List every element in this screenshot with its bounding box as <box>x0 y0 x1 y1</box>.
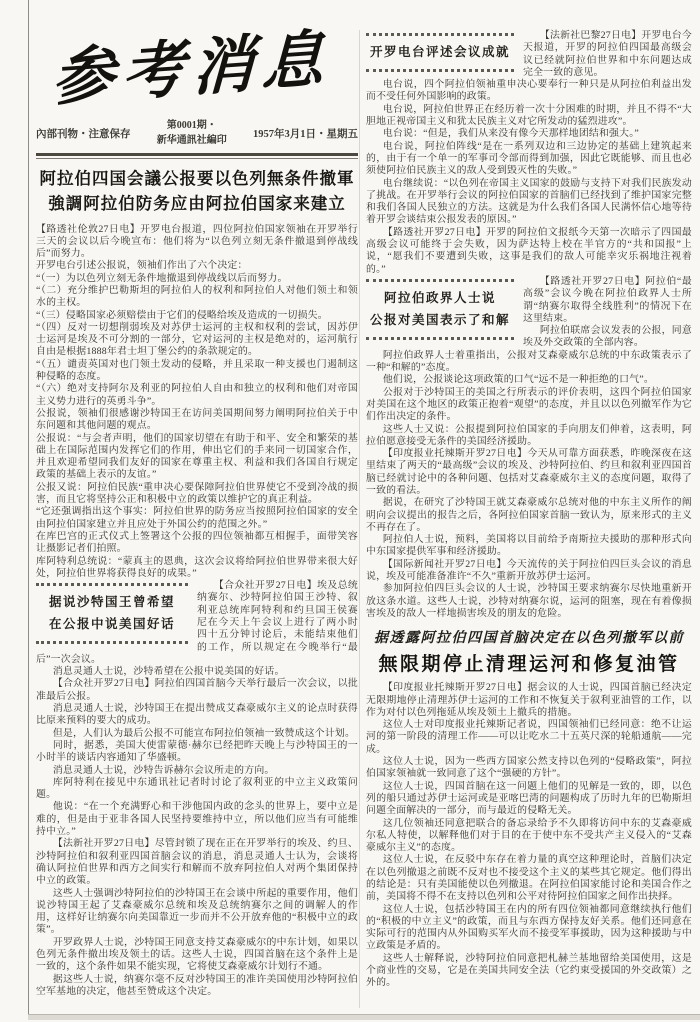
article-paragraph: 阿拉伯联席会议发表的公报，同意埃及外交政策的全部内容。 <box>523 325 692 349</box>
article-paragraph: 【路透社开罗27日电】阿拉伯“最高级”会议今晚在阿拉伯政界人士所谓“纳赛尔取得全线胜利”的情况下在这里结束。 <box>523 275 692 324</box>
article-paragraph: 他们说，公报谈论这项政策的口气“远不是一种拒绝的口气”。 <box>382 374 654 386</box>
article-paragraph: 库阿特利在接见中东通讯社记者时讨论了叙利亚的中立主义政策问题。 <box>36 776 358 801</box>
main-headline <box>36 167 358 217</box>
article-paragraph: 这些人士又说：公报提到阿拉伯国家的手向朋友们伸着，这表明，阿拉伯愿意接受无条件的美国经济援助。 <box>366 423 692 447</box>
article-paragraph: 【路透社开罗27日电】开罗的阿拉伯文报纸今天第一次暗示了四国最高级会议可能终于会失败，因为萨达特上校在半官方的“共和国报”上说，“愿我们不要遭到失败，这事是我们的敌人可能幸灾乐祸地注视着的。” <box>366 226 692 275</box>
article-paragraph: 电台说，阿拉伯世界正在经历着一次十分困难的时期，并且不得不“大胆地正视帝国主义和犹太民族主义对它所发动的猛烈进攻”。 <box>366 103 692 128</box>
subheadline-line1: 开罗电台评述会议成就 <box>369 45 510 59</box>
article-paragraph: 参加阿拉伯四巨头会议的人士说，沙特国王要求纳赛尔尽快地重新开放这条水道。这些人士说，沙特对纳赛尔说，运河的阻塞，现在有着像损害埃及的敌人一样地损害埃及的朋友的危险。 <box>366 583 692 619</box>
subheadline-box-political-circles <box>366 279 514 340</box>
article-paragraph: 据说，在研究了沙特国王就艾森豪威尔总统对他的中东主义所作的阐明向会议提出的报告之后，各阿拉伯国家首脑一致认为，原来形式的主义不再存在了。 <box>366 497 692 533</box>
article-paragraph: 电台说：“但是，我们从来没有像今天那样地团结和强大。” <box>382 128 639 140</box>
page-bottom-edge-line <box>28 1014 700 1020</box>
subheadline-line2: 在公报中说美国好话 <box>48 616 175 631</box>
newspaper-title: 参考消息 <box>51 25 333 114</box>
article-paragraph: “（六）绝对支持阿尔及利亚的阿拉伯人自由和独立的权利和他们对帝国主义势力进行的英勇斗争”。 <box>36 383 358 407</box>
subheadline-line2: 公报对美国表示了和解 <box>369 312 510 327</box>
article-paragraph: 消息灵通人士说，沙特国王在提出赞成艾森豪威尔主义的论点时获得比原来预料的要大的成功。 <box>36 703 358 727</box>
article-paragraph: 【国际新闻社开罗27日电】今天流传的关于阿拉伯四巨头会议的消息说，埃及可能准备准许“不久”重新开放苏伊士运河。 <box>366 558 692 583</box>
article-paragraph: 【法新社巴黎27日电】开罗电台今天报道，开罗的阿拉伯四国最高级会议已经就阿拉伯世界和中东问题达成完全一致的意见。 <box>523 30 692 78</box>
article-paragraph: 这位人士说，在反驳中东存在着力量的真空这种理论时，首脑们决定在以色列撤退之前既不反对也不接受这个主义的某些其它规定。他们得出的结论是：只有美国能使以色列撤退。在阿拉伯国家能讨论和美国合作之前，美国将不得不在支持以色列和公平对待阿拉伯国家之间作出抉择。 <box>366 854 692 903</box>
article-paragraph: 【合众社开罗27日电】阿拉伯四国首脑今天举行最后一次会议，以批准最后公报。 <box>36 678 358 702</box>
article-paragraph: 开罗政界人士说，沙特国王同意支持艾森豪威尔的中东计划，如果以色列无条件撤出埃及领土的话。这些人士说，四国首脑在这个条件上是一致的，这个条件如果不能实现，它将使艾森豪威尔计划行不通。 <box>36 936 358 973</box>
article-paragraph: 【印度报业托辣斯开罗27日电】今天从可靠方面获悉，昨晚深夜在这里结束了两天的“最高级”会议的埃及、沙特阿拉伯、约旦和叙利亚四国首脑已经就讨论中的各种问题、包括对艾森豪威尔主义的态度问题，取得了一致的看法。 <box>366 448 692 496</box>
article-paragraph: “它还强调指出这个事实：阿拉伯世界的防务应当按照阿拉伯国家的安全由阿拉伯国家建立并且应处于外国公约的范围之外。” <box>36 506 358 530</box>
right-column <box>366 30 692 990</box>
article-paragraph: 消息灵通人士说，沙特告诉赫尔会议所走的方向。 <box>52 764 275 776</box>
article-paragraph: 这位人士说，因为一些西方国家公然支持以色列的“侵略政策”，阿拉伯国家领袖就一致同意了这个“强硬的方针”。 <box>366 756 692 780</box>
subheadline-line1: 阿拉伯政界人士说 <box>383 290 496 305</box>
canal-headline-kicker: 据透露阿拉伯四国首脑决定在以色列撤军以前 <box>374 631 684 647</box>
masthead <box>36 0 358 148</box>
article-paragraph: 【合众社开罗27日电】埃及总统纳赛尔、沙特阿拉伯国王沙特、叙利亚总统库阿特利和约旦国王侯赛尼在今天上午会议上进行了两小时四十五分钟讨论后，未能结束他们的工作，所以规定在今晚举行“最后”一次会议。 <box>36 580 358 665</box>
article-paragraph: 这些人士解释说，沙特阿拉伯同意把札赫兰基地留给美国使用，这是个商业性的交易，它是在美国共同安全法（它约束受援国的外交政策）之外的。 <box>366 952 692 989</box>
publisher: 新华通訊社編印 <box>156 135 227 146</box>
publication-date: 1957年3月1日・星期五 <box>253 128 358 140</box>
article-paragraph: 阿拉伯人士说，预料，美国将以目前给予南斯拉夫援助的那种形式向中东国家提供军事和经济援助。 <box>366 534 692 558</box>
canal-headline-main: 無限期停止清理运河和修复油管 <box>378 654 680 676</box>
article-paragraph: 公报对于沙特国王的美国之行所表示的评价表明，这四个阿拉伯国家对美国在这个地区的政策正抱着“观望”的态度，并且以以色列撤军作为它们作出决定的条件。 <box>366 386 692 423</box>
article-paragraph: 在库巴宫的正式仪式上签署这个公报的四位领袖都互相握手，面带笑容让摄影记者们拍照。 <box>36 530 358 555</box>
internal-publication-label: 內部刊物・注意保存 <box>36 128 131 140</box>
article-paragraph: 电台说，四个阿拉伯领袖重申决心要奉行一种只是从阿拉伯利益出发而不受任何外国影响的政策。 <box>366 79 692 103</box>
left-column <box>36 0 358 998</box>
column-divider-line <box>359 30 360 1008</box>
article-paragraph: 【法新社开罗27日电】尽管封锁了现在正在开罗举行的埃及、约旦、沙特阿拉伯和叙利亚四国首脑会议的消息，消息灵通人士认为，会谈将确认阿拉伯世界和西方之间实行和解而不放弃阿拉伯人对两个集团保持中立的政策。 <box>36 838 358 887</box>
article-paragraph: 但是，人们认为最后公报不可能宣布阿拉伯领袖一致赞成这个计划。 <box>52 727 356 739</box>
article-paragraph: 电台继续说：“以色列在帝国主义国家的鼓励与支持下对我们民族发动了挑战。在开罗举行会议的阿拉伯国家的首脑们已经找到了维护国家完整和我们各国人民独立的方法。这就是为什么我们各国人民满怀信心地等待着开罗会谈结束公报发表的原因。” <box>366 177 692 226</box>
article-paragraph: 这几位领袖还同意把联合的备忘录给予不久即将访问中东的艾森豪威尔私人特使，以解释他们对于目的在于使中东不受共产主义侵入的“艾森豪威尔主义”的态度。 <box>366 817 692 854</box>
article-paragraph: “（三）侵略国家必须赔偿由于它们的侵略给埃及造成的一切损失。 <box>36 309 328 321</box>
article-paragraph: 阿拉伯政界人士着重指出，公报对艾森豪威尔总统的中东政策表示了一种“和解的”态度。 <box>366 349 692 374</box>
article-paragraph: “（四）反对一切想削弱埃及对苏伊士运河的主权和权利的尝试，因苏伊士运河是埃及不可分割的一部分，它对运河的主权是绝对的，运河航行自由是根据1888年君士坦丁堡公约的条款规定的。 <box>36 321 358 358</box>
subheadline-line1: 据说沙特国王曾希望 <box>48 595 175 610</box>
article-paragraph: 这些人士强调沙特阿拉伯的沙特国王在会谈中所起的重要作用，他们说沙特国王起了艾森豪威尔总统和埃及总统纳赛尔之间的调解人的作用，这样好让纳赛尔向美国靠近一步而并不公开放弃他的“积极中立的政策”。 <box>36 887 358 936</box>
article-paragraph: 这位人士说，四国首脑在这一问题上他们的见解是一致的，即，以色列的船只通过苏伊士运河或是亚喀巴湾的问题构成了历时九年的巴勒斯坦问题全面解决的一部分，而与最近的侵略无关。 <box>366 780 692 817</box>
article-paragraph: 公报说，领袖们很感谢沙特国王在访问美国期间努力阐明阿拉伯关于中东问题和其他问题的观点。 <box>36 407 358 432</box>
article-paragraph: 公报说：“与会者声明，他们的国家切望在有助于和平、安全和繁荣的基础上在国际范围内发挥它们的作用，伸出它们的手来同一切国家合作，并且欢迎希望同我们友好的国家在尊重主权、利益和我们各国自行规定政策的基础上表示的友谊。” <box>36 432 358 481</box>
article-paragraph: “（一）为以色列立刻无条件地撤退到停战线以后而努力。 <box>36 272 288 284</box>
article-paragraph: 公报又说：阿拉伯民族“重申决心要保障阿拉伯世界使它不受到冷战的损害，而且它将坚持公正和积极中立的政策以维护它的真正利益。 <box>36 481 358 506</box>
article-paragraph: 开罗电台引述公报说，领袖们作出了六个决定： <box>36 260 248 272</box>
article-paragraph: 据这些人士说，纳赛尔毫不反对沙特国王的准许美国使用沙特阿拉伯空军基地的决定，他甚至赞成这个决定。 <box>36 973 358 997</box>
article-paragraph: 他说：“在一个充满野心和干涉他国内政的念头的世界上，要中立是难的，但是由于亚非各国人民坚持要维持中立，所以他们应当有可能维持中立。” <box>36 801 358 838</box>
article-paragraph: “（五）谴责英国对也门领土发动的侵略，并且采取一种支援也门遏制这种侵略的态度。 <box>36 358 358 383</box>
article-paragraph: 【印度报业托辣斯开罗27日电】据会议的人士说，四国首脑已经决定无限期地停止清理苏伊士运河的工作和不恢复关于叙利亚油管的工作，以作为对付以色列拖延从埃及领土上撤兵的措施。 <box>366 682 692 718</box>
issue-number: 第0001期・ <box>166 120 217 131</box>
issue-and-publisher <box>157 118 227 148</box>
article-paragraph: 电台说，阿拉伯阵线“是在一系列双边和三边协定的基础上建筑起来的，由于有一个单一的军事司令部而得到加强，因此它既能够、而且也必须使阿拉伯民族主义的敌人受到毁灭性的失败。” <box>366 140 692 177</box>
article-paragraph: 消息灵通人士说，沙特希望在公报中说美国的好话。 <box>52 666 285 678</box>
left-article-body-top <box>36 224 358 581</box>
subheadline-box-cairo-radio <box>366 33 514 72</box>
main-headline-line1: 阿拉伯四国会議公报要以色列無条件撤軍 <box>39 169 355 188</box>
main-headline-line2: 強調阿拉伯防务应由阿拉伯国家来建立 <box>48 193 346 213</box>
masthead-meta <box>36 118 358 148</box>
subheadline-box-saud-wish <box>36 583 188 644</box>
article-paragraph: 这位人士对印度报业托辣斯记者说，四国领袖们已经同意：绝不让运河的第一阶段的清理工作——可以让吃水二十五英尺深的轮船通航——完成。 <box>366 719 692 755</box>
article-paragraph: 【路透社伦敦27日电】开罗电台报道，四位阿拉伯国家领袖在开罗举行三天的会议以后今晚宣布：他们将为“以色列立刻无条件撤退到停战线后”而努力。 <box>36 223 358 260</box>
masthead-rule <box>36 153 358 159</box>
article-paragraph: 库阿特利总统说：“蒙真主的恩典，这次会议将给阿拉伯世界带来很大好处，阿拉伯世界将获得良好的成果。” <box>36 555 358 579</box>
article-paragraph: “（二）充分维护巴勒斯坦的阿拉伯人的权利和阿拉伯人对他们领土和领水的主权。 <box>36 284 358 309</box>
article-paragraph: 同时，据悉，美国大使雷蒙德·赫尔已经把昨天晚上与沙特国王的一小时半的谈话内容通知了华盛顿。 <box>36 739 358 764</box>
page-left-edge-line <box>28 0 29 1016</box>
article-paragraph: 这位人士说，包括沙特国王在内的所有四位领袖都同意继续执行他们的“积极的中立主义”的政策，而且与东西方保持友好关系。他们还同意在实际可行的范围内从外国购买军火而不接受军事援助，因为这种援助与中立政策是矛盾的。 <box>366 903 692 952</box>
right-article-body-3 <box>366 682 692 989</box>
